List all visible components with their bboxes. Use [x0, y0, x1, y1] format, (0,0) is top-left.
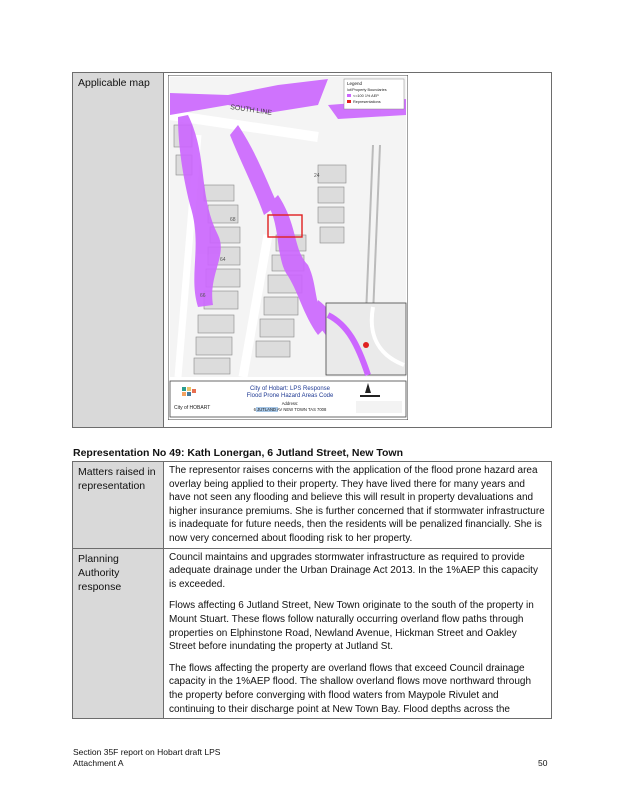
lot-number: 64 — [220, 257, 226, 263]
row-body-cell — [164, 462, 552, 549]
representation-heading: Representation No 49: Kath Lonergan, 6 Jutland Street, New Town — [73, 447, 404, 459]
table-row — [73, 548, 552, 719]
lot-number: 24 — [314, 173, 320, 179]
lot-number: 68 — [230, 217, 236, 223]
address-label: Address: — [281, 401, 299, 406]
map-title-1: City of Hobart: LPS Response — [249, 386, 331, 392]
paragraph: Flows affecting 6 Jutland Street, New Town originate to the south of the property in Mount Stuart. These flows follow naturally occurring overland flow paths through properties on Elphinstone Road, Newland Avenue, Hickman Street and Oakley Street before inundating the property at Jutland St. — [169, 600, 534, 653]
address-value: 6 JUTLAND AV NEW TOWN TAS 7008 — [253, 407, 327, 412]
row-body-cell — [164, 548, 552, 719]
row-label-cell — [73, 548, 164, 719]
legend-item: <=100 1% AEP — [353, 94, 379, 98]
location-marker-icon — [363, 342, 369, 348]
footer-line-1: Section 35F report on Hobart draft LPS — [73, 747, 221, 757]
footer — [73, 747, 220, 769]
inset-map — [326, 303, 406, 375]
paragraph: Council maintains and upgrades stormwater infrastructure as required to provide adequate drainage under the Urban Drainage Act 2013. In the 1%AEP this capacity is exceeded. — [169, 551, 538, 590]
map-cell — [164, 73, 552, 428]
paragraph: The flows affecting the property are overland flows that exceed Council drainage capacity in the 1%AEP flood. The shallow overland flows move northward through the property before converging with flood waters from Maypole Rivulet and continuing to their discharge point at New Town Bay. Flood depths across the — [169, 662, 532, 715]
row-label: Matters raised in representation — [78, 466, 156, 492]
lot-number: 66 — [200, 293, 206, 299]
page-number: 50 — [538, 758, 548, 768]
table-row — [73, 462, 552, 549]
map-title-2: Flood Prone Hazard Areas Code — [246, 393, 334, 399]
row-label: Planning Authority response — [78, 552, 122, 593]
flood-map — [168, 75, 408, 420]
row-label-cell — [73, 462, 164, 549]
applicable-map-label: Applicable map — [78, 77, 150, 89]
representation-table — [72, 461, 552, 719]
map-title-block — [170, 381, 406, 417]
legend-item: Representations — [353, 100, 381, 104]
org-name: City of HOBART — [174, 405, 211, 411]
legend-item: lot/Property Boundaries — [347, 88, 387, 92]
footer-line-2: Attachment A — [73, 758, 124, 768]
legend-title: Legend — [347, 81, 363, 86]
map-legend — [344, 79, 404, 109]
map-area — [170, 77, 406, 377]
applicable-map-label-cell — [73, 73, 164, 428]
applicable-map-table — [72, 72, 552, 428]
paragraph: The representor raises concerns with the application of the flood prone hazard area overlay being applied to their property. They have lived there for many years and have not seen any flooding and believe this will result in property devaluations and higher insurance premiums. She is further concerned that if stormwater infrastructure is inadequate for future needs, then the residents will be penalized financially. She is now very concerned about flooding risk to her property. — [169, 465, 545, 544]
street-label: SOUTH LINE — [229, 104, 273, 117]
